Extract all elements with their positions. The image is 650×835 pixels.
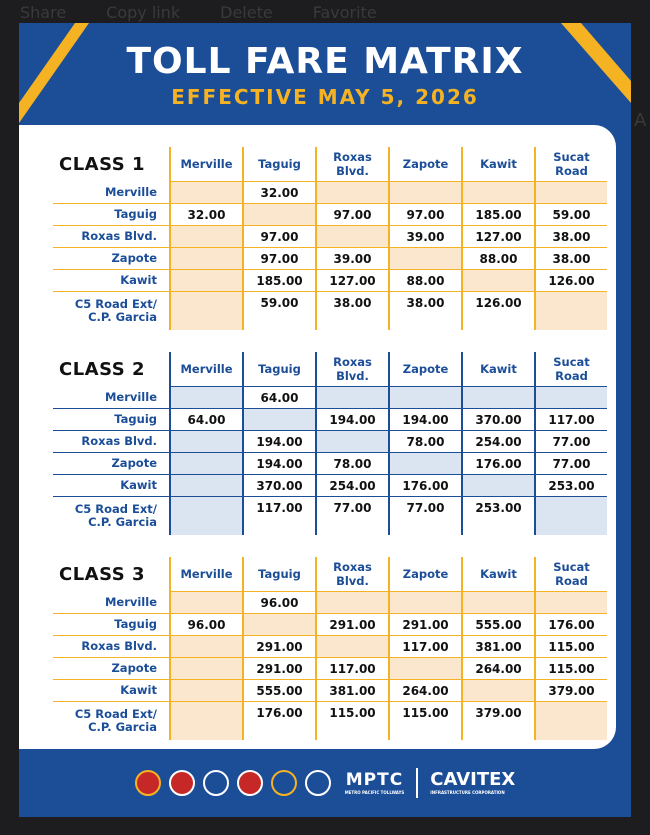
fare-cell: 32.00 bbox=[170, 204, 243, 226]
fare-cell: 253.00 bbox=[462, 497, 535, 536]
fare-cell: 77.00 bbox=[535, 431, 607, 453]
agency-logo-2 bbox=[203, 770, 229, 796]
fare-cell-empty bbox=[462, 182, 535, 204]
fare-cell-empty bbox=[389, 387, 462, 409]
fare-cell-empty bbox=[462, 680, 535, 702]
fare-cell-empty bbox=[243, 409, 316, 431]
fare-cell: 59.00 bbox=[243, 292, 316, 331]
fare-cell: 194.00 bbox=[316, 409, 389, 431]
column-header bbox=[535, 557, 607, 592]
table-row bbox=[53, 226, 607, 248]
fare-cell: 291.00 bbox=[316, 614, 389, 636]
row-header-line1: Roxas Blvd. bbox=[81, 229, 157, 243]
row-header-line1: Merville bbox=[104, 389, 157, 404]
column-header bbox=[316, 147, 389, 182]
fare-cell: 96.00 bbox=[243, 592, 316, 614]
fare-cell: 381.00 bbox=[462, 636, 535, 658]
fare-cell-empty bbox=[316, 636, 389, 658]
column-header bbox=[535, 352, 607, 387]
column-header-line1: Zapote bbox=[402, 157, 449, 171]
fare-cell-empty bbox=[462, 270, 535, 292]
favorite-button[interactable]: Favorite bbox=[312, 2, 377, 22]
fare-cell-empty bbox=[170, 592, 243, 614]
fare-cell: 78.00 bbox=[316, 453, 389, 475]
table-row bbox=[53, 182, 607, 204]
table-row bbox=[53, 475, 607, 497]
row-header-line1: Kawit bbox=[120, 273, 157, 287]
row-header-line1: C5 Road Ext/ bbox=[74, 297, 157, 311]
class-label: CLASS 1 bbox=[59, 153, 146, 175]
fare-cell-empty bbox=[535, 182, 607, 204]
row-header-line1: Roxas Blvd. bbox=[81, 434, 157, 448]
row-header bbox=[53, 680, 170, 702]
fare-cell: 176.00 bbox=[462, 453, 535, 475]
agency-logo-5 bbox=[305, 770, 331, 796]
fare-cell: 127.00 bbox=[316, 270, 389, 292]
fare-cell: 39.00 bbox=[316, 248, 389, 270]
column-header-line1: Roxas bbox=[333, 355, 372, 369]
fare-cell-empty bbox=[535, 702, 607, 741]
fare-cell: 97.00 bbox=[389, 204, 462, 226]
row-header bbox=[53, 409, 170, 431]
row-header bbox=[53, 614, 170, 636]
fare-cell-empty bbox=[389, 453, 462, 475]
class-label: CLASS 2 bbox=[59, 358, 146, 380]
row-header bbox=[53, 204, 170, 226]
fare-cell: 176.00 bbox=[535, 614, 607, 636]
column-header-line2: Road bbox=[555, 574, 588, 588]
row-header-line1: Taguig bbox=[114, 412, 157, 426]
column-header-line1: Roxas bbox=[333, 150, 372, 164]
row-header-line1: Zapote bbox=[111, 661, 157, 675]
fare-table-class-3 bbox=[53, 557, 607, 740]
column-header bbox=[243, 147, 316, 182]
column-header bbox=[316, 557, 389, 592]
fare-cell: 39.00 bbox=[389, 226, 462, 248]
fare-cell: 96.00 bbox=[170, 614, 243, 636]
row-header bbox=[53, 592, 170, 614]
fare-cell: 115.00 bbox=[316, 702, 389, 741]
table-row bbox=[53, 431, 607, 453]
fare-cell: 176.00 bbox=[243, 702, 316, 741]
row-header bbox=[53, 182, 170, 204]
row-header-line1: Kawit bbox=[120, 683, 157, 697]
fare-cell: 254.00 bbox=[462, 431, 535, 453]
fare-cell: 370.00 bbox=[243, 475, 316, 497]
delete-button[interactable]: Delete bbox=[220, 2, 273, 22]
fare-cell-empty bbox=[170, 702, 243, 741]
table-header-row bbox=[53, 557, 607, 592]
fare-cell: 77.00 bbox=[316, 497, 389, 536]
class-label: CLASS 3 bbox=[59, 563, 146, 585]
table-header-row bbox=[53, 147, 607, 182]
fare-cell-empty bbox=[170, 292, 243, 331]
column-header bbox=[243, 557, 316, 592]
fare-cell: 126.00 bbox=[462, 292, 535, 331]
column-header bbox=[170, 352, 243, 387]
table-row bbox=[53, 497, 607, 536]
fare-cell: 78.00 bbox=[389, 431, 462, 453]
fare-cell: 38.00 bbox=[389, 292, 462, 331]
fare-cell: 77.00 bbox=[389, 497, 462, 536]
row-header-line2: C.P. Garcia bbox=[88, 310, 157, 324]
row-header-line1: Merville bbox=[104, 594, 157, 609]
fare-cell: 264.00 bbox=[389, 680, 462, 702]
row-header-line1: Taguig bbox=[114, 617, 157, 631]
column-header-line2: Blvd. bbox=[336, 369, 369, 383]
table-row bbox=[53, 387, 607, 409]
fare-cell: 264.00 bbox=[462, 658, 535, 680]
table-row bbox=[53, 453, 607, 475]
row-header bbox=[53, 270, 170, 292]
column-header-line1: Taguig bbox=[258, 157, 301, 171]
column-header bbox=[462, 557, 535, 592]
fare-cell: 117.00 bbox=[535, 409, 607, 431]
mptc-logo bbox=[344, 769, 405, 795]
column-header-line1: Roxas bbox=[333, 560, 372, 574]
fare-table-class-1 bbox=[53, 147, 607, 330]
column-header bbox=[462, 147, 535, 182]
column-header-line2: Road bbox=[555, 164, 588, 178]
fare-cell: 97.00 bbox=[316, 204, 389, 226]
fare-cell: 64.00 bbox=[243, 387, 316, 409]
fare-cell-empty bbox=[170, 658, 243, 680]
fare-cell-empty bbox=[243, 204, 316, 226]
fare-cell-empty bbox=[170, 431, 243, 453]
fare-cell-empty bbox=[389, 658, 462, 680]
copy-link-button[interactable]: Copy link bbox=[106, 2, 181, 22]
column-header bbox=[462, 352, 535, 387]
table-row bbox=[53, 592, 607, 614]
fare-cell: 253.00 bbox=[535, 475, 607, 497]
table-row bbox=[53, 248, 607, 270]
logo-divider bbox=[416, 768, 418, 798]
poster-title: TOLL FARE MATRIX bbox=[126, 41, 524, 82]
cavitex-logo-subtext: INFRASTRUCTURE CORPORATION bbox=[430, 790, 505, 795]
mptc-logo-text: MPTC bbox=[345, 769, 404, 790]
fare-cell: 97.00 bbox=[243, 226, 316, 248]
row-header bbox=[53, 636, 170, 658]
fare-cell-empty bbox=[316, 431, 389, 453]
fare-cell-empty bbox=[170, 387, 243, 409]
table-row bbox=[53, 270, 607, 292]
fare-cell-empty bbox=[316, 592, 389, 614]
fare-cell: 88.00 bbox=[389, 270, 462, 292]
fare-cell: 381.00 bbox=[316, 680, 389, 702]
fare-cell-empty bbox=[170, 680, 243, 702]
fare-cell: 185.00 bbox=[462, 204, 535, 226]
fare-cell-empty bbox=[316, 182, 389, 204]
cavitex-logo-text: CAVITEX bbox=[430, 769, 516, 790]
row-header bbox=[53, 387, 170, 409]
row-header-line2: C.P. Garcia bbox=[88, 720, 157, 734]
fare-table-class-2 bbox=[53, 352, 607, 535]
row-header bbox=[53, 431, 170, 453]
fare-cell: 127.00 bbox=[462, 226, 535, 248]
fare-cell-empty bbox=[389, 592, 462, 614]
column-header-line1: Zapote bbox=[402, 567, 449, 581]
fare-cell-empty bbox=[170, 270, 243, 292]
fare-cell-empty bbox=[389, 248, 462, 270]
fare-cell-empty bbox=[170, 497, 243, 536]
row-header bbox=[53, 702, 170, 741]
fare-panel bbox=[19, 125, 616, 749]
fare-cell: 194.00 bbox=[389, 409, 462, 431]
fare-cell-empty bbox=[316, 226, 389, 248]
table-row bbox=[53, 636, 607, 658]
column-header-line2: Blvd. bbox=[336, 164, 369, 178]
column-header-line1: Sucat bbox=[553, 560, 590, 574]
fare-cell: 115.00 bbox=[389, 702, 462, 741]
row-header bbox=[53, 226, 170, 248]
fare-cell: 77.00 bbox=[535, 453, 607, 475]
row-header-line1: Roxas Blvd. bbox=[81, 639, 157, 653]
fare-cell: 117.00 bbox=[243, 497, 316, 536]
fare-cell: 194.00 bbox=[243, 431, 316, 453]
column-header-line1: Merville bbox=[180, 157, 233, 171]
column-header-line1: Sucat bbox=[553, 355, 590, 369]
column-header-line1: Zapote bbox=[402, 362, 449, 376]
fare-cell: 185.00 bbox=[243, 270, 316, 292]
column-header bbox=[389, 557, 462, 592]
fare-cell-empty bbox=[462, 475, 535, 497]
fare-cell: 291.00 bbox=[389, 614, 462, 636]
fare-cell: 194.00 bbox=[243, 453, 316, 475]
fare-cell: 97.00 bbox=[243, 248, 316, 270]
share-button[interactable]: Share bbox=[20, 2, 67, 22]
column-header bbox=[170, 557, 243, 592]
fare-cell: 176.00 bbox=[389, 475, 462, 497]
row-header-line1: C5 Road Ext/ bbox=[74, 502, 157, 516]
column-header bbox=[535, 147, 607, 182]
fare-cell-empty bbox=[535, 387, 607, 409]
table-row bbox=[53, 409, 607, 431]
column-header-line2: Road bbox=[555, 369, 588, 383]
column-header-line2: Blvd. bbox=[336, 574, 369, 588]
fare-cell: 88.00 bbox=[462, 248, 535, 270]
fare-cell-empty bbox=[243, 614, 316, 636]
row-header-line1: Merville bbox=[104, 184, 157, 199]
fare-cell: 115.00 bbox=[535, 636, 607, 658]
fare-cell-empty bbox=[170, 475, 243, 497]
fare-cell-empty bbox=[316, 387, 389, 409]
fare-cell: 59.00 bbox=[535, 204, 607, 226]
column-header-line1: Merville bbox=[180, 362, 233, 376]
cavitex-logo bbox=[430, 771, 515, 795]
row-header bbox=[53, 453, 170, 475]
fare-cell: 117.00 bbox=[389, 636, 462, 658]
table-row bbox=[53, 292, 607, 331]
fare-cell-empty bbox=[170, 226, 243, 248]
fare-cell-empty bbox=[462, 592, 535, 614]
column-header bbox=[243, 352, 316, 387]
column-header bbox=[316, 352, 389, 387]
fare-cell-empty bbox=[535, 592, 607, 614]
fare-cell: 555.00 bbox=[462, 614, 535, 636]
fare-cell: 117.00 bbox=[316, 658, 389, 680]
column-header-line1: Kawit bbox=[480, 157, 517, 171]
fare-cell: 379.00 bbox=[535, 680, 607, 702]
agency-logo-4 bbox=[271, 770, 297, 796]
row-header-line1: Zapote bbox=[111, 456, 157, 470]
fare-cell-empty bbox=[389, 182, 462, 204]
fare-cell-empty bbox=[170, 182, 243, 204]
row-header-line1: Zapote bbox=[111, 251, 157, 265]
table-row bbox=[53, 614, 607, 636]
table-row bbox=[53, 204, 607, 226]
row-header-line1: Kawit bbox=[120, 478, 157, 492]
fare-cell-empty bbox=[170, 636, 243, 658]
fare-cell-empty bbox=[462, 387, 535, 409]
fare-cell: 38.00 bbox=[535, 248, 607, 270]
fare-cell: 291.00 bbox=[243, 636, 316, 658]
mptc-logo-subtext: METRO PACIFIC TOLLWAYS bbox=[344, 789, 405, 795]
fare-cell: 64.00 bbox=[170, 409, 243, 431]
column-header-line1: Kawit bbox=[480, 567, 517, 581]
fare-cell: 291.00 bbox=[243, 658, 316, 680]
viewer-right-edge: A bbox=[634, 110, 647, 131]
column-header bbox=[170, 147, 243, 182]
sponsor-logos bbox=[19, 749, 631, 817]
table-row bbox=[53, 702, 607, 741]
agency-logo-1 bbox=[169, 770, 195, 796]
bagong-pilipinas-logo bbox=[135, 770, 161, 796]
agency-logo-3 bbox=[237, 770, 263, 796]
fare-cell: 126.00 bbox=[535, 270, 607, 292]
row-header bbox=[53, 658, 170, 680]
fare-cell: 32.00 bbox=[243, 182, 316, 204]
toll-fare-poster bbox=[19, 23, 631, 817]
fare-cell: 370.00 bbox=[462, 409, 535, 431]
row-header bbox=[53, 248, 170, 270]
table-row bbox=[53, 658, 607, 680]
fare-cell: 38.00 bbox=[316, 292, 389, 331]
column-header bbox=[389, 352, 462, 387]
row-header-line2: C.P. Garcia bbox=[88, 515, 157, 529]
fare-cell-empty bbox=[535, 292, 607, 331]
row-header-line1: C5 Road Ext/ bbox=[74, 707, 157, 721]
table-row bbox=[53, 680, 607, 702]
column-header-line1: Taguig bbox=[258, 362, 301, 376]
column-header-line1: Kawit bbox=[480, 362, 517, 376]
fare-cell-empty bbox=[170, 453, 243, 475]
fare-cell-empty bbox=[170, 248, 243, 270]
row-header bbox=[53, 497, 170, 536]
fare-cell: 254.00 bbox=[316, 475, 389, 497]
fare-cell: 115.00 bbox=[535, 658, 607, 680]
fare-cell: 379.00 bbox=[462, 702, 535, 741]
column-header-line1: Taguig bbox=[258, 567, 301, 581]
fare-cell: 555.00 bbox=[243, 680, 316, 702]
viewer-toolbar bbox=[0, 0, 650, 24]
column-header bbox=[389, 147, 462, 182]
row-header bbox=[53, 292, 170, 331]
column-header-line1: Sucat bbox=[553, 150, 590, 164]
poster-subtitle: EFFECTIVE MAY 5, 2026 bbox=[171, 85, 479, 109]
table-header-row bbox=[53, 352, 607, 387]
fare-cell-empty bbox=[535, 497, 607, 536]
row-header bbox=[53, 475, 170, 497]
row-header-line1: Taguig bbox=[114, 207, 157, 221]
fare-cell: 38.00 bbox=[535, 226, 607, 248]
column-header-line1: Merville bbox=[180, 567, 233, 581]
